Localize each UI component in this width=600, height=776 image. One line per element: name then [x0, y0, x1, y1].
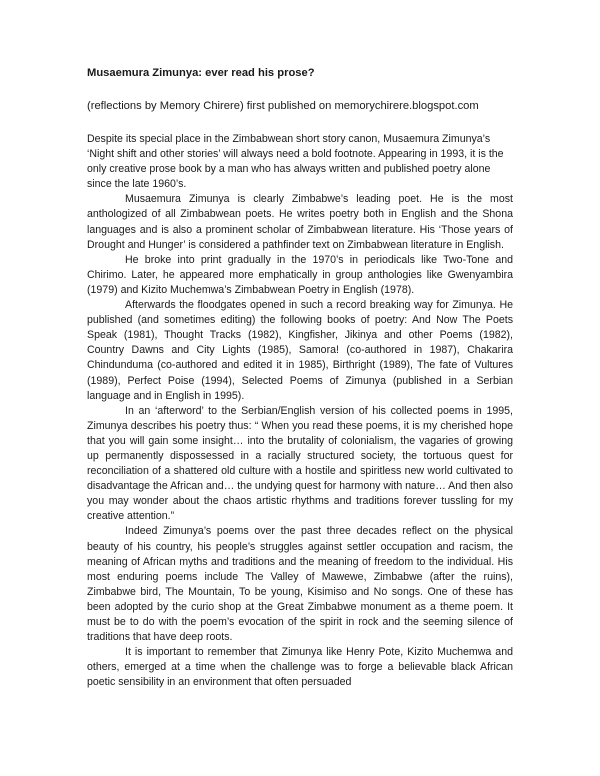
body-paragraph: Musaemura Zimunya is clearly Zimbabwe’s leading poet. He is the most anthologized of all Zimbabwean poets. He writes poetry both in English and the Shona languages and is also a prominent scholar of Zimbabwean literature. His ‘Those years of Drought and Hunger’ is considered a pathfinder text on Zimbabwean literature in English. — [87, 193, 513, 251]
body-paragraph: In an ‘afterword’ to the Serbian/English version of his collected poems in 1995, Zimunya describes his poetry thus: “ When you read these poems, it is my cherished hope that you will gain some insight… into the brutality of colonialism, the vagaries of growing up permanently dispossessed in a racially structured society, the tortuous quest for reconciliation of a shattered old culture with a hostile and spiritless new world cultivated to disadvantage the African and… the undying quest for harmony with nature… And then also you may wonder about the chaos artistic rhythms and traditions forever tussling for my creative attention.” — [87, 404, 513, 523]
intro-paragraph: Despite its special place in the Zimbabwean short story canon, Musaemura Zimunya’s ‘Night shift and other stories’ will always need a bold footnote. Appearing in 1993, it is the only creative prose book by a man who has always written and published poetry alone since the late 1960’s. — [87, 133, 504, 191]
article-subtitle: (reflections by Memory Chirere) first published on memorychirere.blogspot.com — [87, 100, 479, 112]
body-paragraph: He broke into print gradually in the 1970’s in periodicals like Two-Tone and Chirimo. Later, he appeared more emphatically in group anthologies like Gwenyambira (1979) and Kizito Muchemwa’s Zimbabwean Poetry in English (1978). — [87, 253, 513, 296]
body-paragraph: Afterwards the floodgates opened in such a record breaking way for Zimunya. He published (and sometimes editing) the following books of poetry: And Now The Poets Speak (1981), Thought Tracks (1982), Kingfisher, Jikinya and other Poems (1982), Country Dawns and City Lights (1985), Samora! (co-authored in 1987), Chakarira Chindunduma (co-authored and edited it in 1985), Birthright (1989), The fate of Vultures (1989), Perfect Poise (1994), Selected Poems of Zimunya (published in a Serbian language and in English in 1995). — [87, 299, 513, 402]
article-title: Musaemura Zimunya: ever read his prose? — [87, 67, 315, 79]
body-paragraph: It is important to remember that Zimunya like Henry Pote, Kizito Muchemwa and others, emerged at a time when the challenge was to forge a believable black African poetic sensibility in an environment that often persuaded — [87, 646, 513, 689]
body-paragraph: Indeed Zimunya’s poems over the past three decades reflect on the physical beauty of his country, his people’s struggles against settler occupation and racism, the meaning of African myths and traditions and the meaning of freedom to the individual. His most enduring poems include The Valley of Mawewe, Zimbabwe (after the ruins), Zimbabwe bird, The Mountain, To be young, Kisimiso and No songs. One of these has been adopted by the curio shop at the Great Zimbabwe monument as a theme poem. It must be to do with the poem’s evocation of the spirit in rock and the seeming silence of traditions that have deep roots. — [87, 525, 513, 644]
article-body — [87, 66, 513, 690]
